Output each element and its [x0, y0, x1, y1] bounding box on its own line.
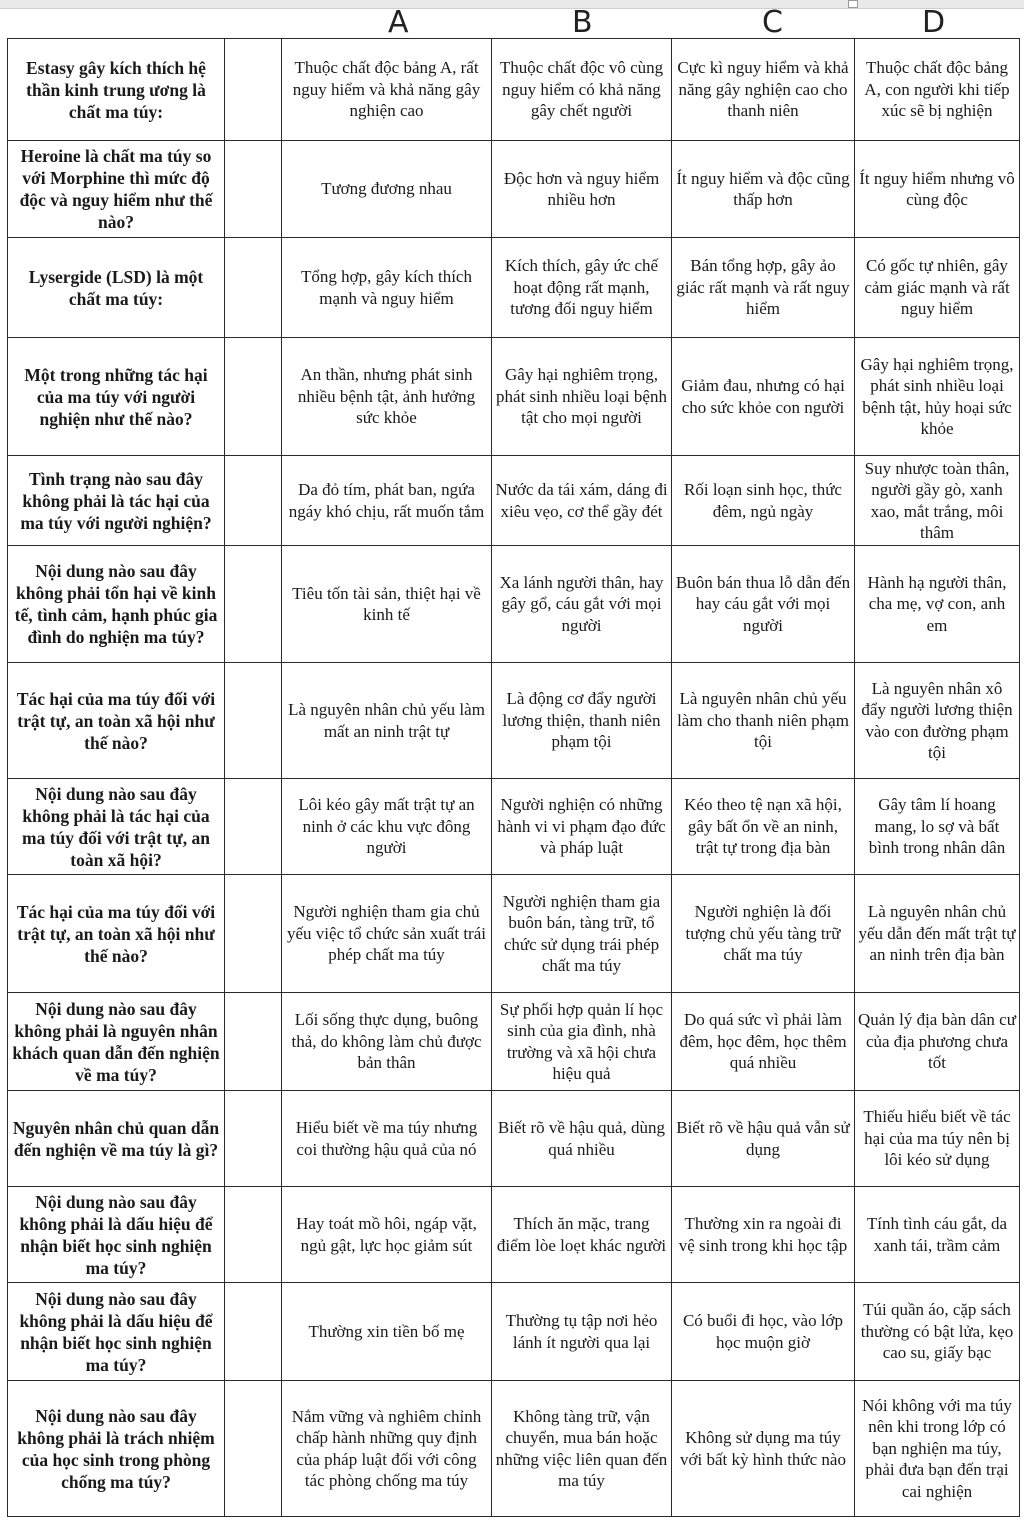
option-a-cell: An thần, nhưng phát sinh nhiều bệnh tật, ảnh hưởng sức khỏe — [282, 338, 492, 456]
table-row — [8, 238, 1020, 338]
option-d-cell: Suy nhược toàn thân, người gầy gò, xanh xao, mắt trắng, môi thâm — [855, 456, 1020, 546]
question-cell: Heroine là chất ma túy so với Morphine thì mức độ độc và nguy hiểm như thế nào? — [8, 141, 225, 238]
question-cell: Một trong những tác hại của ma túy với người nghiện như thế nào? — [8, 338, 225, 456]
table-row — [8, 779, 1020, 875]
option-d-cell: Nói không với ma túy nên khi trong lớp có bạn nghiện ma túy, phải đưa bạn đến trại cai nghiện — [855, 1381, 1020, 1517]
option-a-cell: Tổng hợp, gây kích thích mạnh và nguy hiểm — [282, 238, 492, 338]
question-cell: Nội dung nào sau đây không phải tổn hại về kinh tế, tình cảm, hạnh phúc gia đình do nghiện ma túy? — [8, 546, 225, 663]
column-label-a: A — [388, 5, 409, 40]
option-a-cell: Nắm vững và nghiêm chỉnh chấp hành những quy định của pháp luật đối với công tác phòng chống ma túy — [282, 1381, 492, 1517]
quiz-table — [7, 38, 1020, 1517]
option-a-cell: Lôi kéo gây mất trật tự an ninh ở các khu vực đông người — [282, 779, 492, 875]
blank-cell — [225, 338, 282, 456]
option-b-cell: Nước da tái xám, dáng đi xiêu vẹo, cơ thể gầy đét — [492, 456, 672, 546]
option-b-cell: Sự phối hợp quản lí học sinh của gia đình, nhà trường và xã hội chưa hiệu quả — [492, 993, 672, 1091]
question-cell: Nội dung nào sau đây không phải là dấu hiệu để nhận biết học sinh nghiện ma túy? — [8, 1187, 225, 1283]
option-b-cell: Xa lánh người thân, hay gây gổ, cáu gắt với mọi người — [492, 546, 672, 663]
option-c-cell: Có buổi đi học, vào lớp học muộn giờ — [672, 1283, 855, 1381]
option-c-cell: Buôn bán thua lỗ dẫn đến hay cáu gắt với mọi người — [672, 546, 855, 663]
option-d-cell: Thuộc chất độc bảng A, con người khi tiếp xúc sẽ bị nghiện — [855, 39, 1020, 141]
option-c-cell: Bán tổng hợp, gây ảo giác rất mạnh và rất nguy hiểm — [672, 238, 855, 338]
option-b-cell: Người nghiện tham gia buôn bán, tàng trữ, tổ chức sử dụng trái phép chất ma túy — [492, 875, 672, 993]
option-c-cell: Kéo theo tệ nạn xã hội, gây bất ổn về an ninh, trật tự trong địa bàn — [672, 779, 855, 875]
blank-cell — [225, 875, 282, 993]
option-b-cell: Người nghiện có những hành vi vi phạm đạo đức và pháp luật — [492, 779, 672, 875]
option-b-cell: Kích thích, gây ức chế hoạt động rất mạnh, tương đối nguy hiểm — [492, 238, 672, 338]
option-c-cell: Cực kì nguy hiểm và khả năng gây nghiện cao cho thanh niên — [672, 39, 855, 141]
blank-cell — [225, 1187, 282, 1283]
question-cell: Nội dung nào sau đây không phải là nguyên nhân khách quan dẫn đến nghiện về ma túy? — [8, 993, 225, 1091]
blank-cell — [225, 663, 282, 779]
option-c-cell: Người nghiện là đối tượng chủ yếu tàng trữ chất ma túy — [672, 875, 855, 993]
option-c-cell: Do quá sức vì phải làm đêm, học đêm, học thêm quá nhiều — [672, 993, 855, 1091]
option-a-cell: Thường xin tiền bố mẹ — [282, 1283, 492, 1381]
table-row — [8, 1381, 1020, 1517]
blank-cell — [225, 1091, 282, 1187]
table-row — [8, 456, 1020, 546]
option-c-cell: Là nguyên nhân chủ yếu làm cho thanh niên phạm tội — [672, 663, 855, 779]
table-row — [8, 546, 1020, 663]
option-b-cell: Là động cơ đẩy người lương thiện, thanh niên phạm tội — [492, 663, 672, 779]
option-b-cell: Thường tụ tập nơi hẻo lánh ít người qua lại — [492, 1283, 672, 1381]
table-row — [8, 39, 1020, 141]
option-d-cell: Gây hại nghiêm trọng, phát sinh nhiều loại bệnh tật, hủy hoại sức khỏe — [855, 338, 1020, 456]
question-cell: Lysergide (LSD) là một chất ma túy: — [8, 238, 225, 338]
option-a-cell: Da đỏ tím, phát ban, ngứa ngáy khó chịu, rất muốn tắm — [282, 456, 492, 546]
option-a-cell: Hay toát mồ hôi, ngáp vặt, ngủ gật, lực học giảm sút — [282, 1187, 492, 1283]
option-b-cell: Thích ăn mặc, trang điểm lòe loẹt khác người — [492, 1187, 672, 1283]
option-a-cell: Thuộc chất độc bảng A, rất nguy hiểm và khả năng gây nghiện cao — [282, 39, 492, 141]
blank-cell — [225, 238, 282, 338]
option-d-cell: Tính tình cáu gắt, da xanh tái, trầm cảm — [855, 1187, 1020, 1283]
option-b-cell: Gây hại nghiêm trọng, phát sinh nhiều loại bệnh tật cho mọi người — [492, 338, 672, 456]
option-b-cell: Thuộc chất độc vô cùng nguy hiểm có khả năng gây chết người — [492, 39, 672, 141]
option-c-cell: Rối loạn sinh học, thức đêm, ngủ ngày — [672, 456, 855, 546]
option-a-cell: Là nguyên nhân chủ yếu làm mất an ninh trật tự — [282, 663, 492, 779]
option-d-cell: Là nguyên nhân xô đẩy người lương thiện vào con đường phạm tội — [855, 663, 1020, 779]
option-c-cell: Không sử dụng ma túy với bất kỳ hình thức nào — [672, 1381, 855, 1517]
blank-cell — [225, 779, 282, 875]
table-row — [8, 1187, 1020, 1283]
table-row — [8, 663, 1020, 779]
blank-cell — [225, 456, 282, 546]
option-b-cell: Biết rõ về hậu quả, dùng quá nhiều — [492, 1091, 672, 1187]
question-cell: Estasy gây kích thích hệ thần kinh trung ương là chất ma túy: — [8, 39, 225, 141]
table-row — [8, 1283, 1020, 1381]
question-cell: Nguyên nhân chủ quan dẫn đến nghiện về ma túy là gì? — [8, 1091, 225, 1187]
question-cell: Nội dung nào sau đây không phải là tác hại của ma túy đối với trật tự, an toàn xã hội? — [8, 779, 225, 875]
option-b-cell: Độc hơn và nguy hiểm nhiều hơn — [492, 141, 672, 238]
question-cell: Tác hại của ma túy đối với trật tự, an toàn xã hội như thế nào? — [8, 875, 225, 993]
option-a-cell: Lối sống thực dụng, buông thả, do không làm chủ được bản thân — [282, 993, 492, 1091]
table-row — [8, 875, 1020, 993]
table-row — [8, 338, 1020, 456]
table-row — [8, 993, 1020, 1091]
table-row — [8, 1091, 1020, 1187]
option-a-cell: Tương đương nhau — [282, 141, 492, 238]
blank-cell — [225, 39, 282, 141]
question-cell: Nội dung nào sau đây không phải là dấu hiệu để nhận biết học sinh nghiện ma túy? — [8, 1283, 225, 1381]
column-label-c: C — [762, 5, 783, 40]
option-d-cell: Hành hạ người thân, cha mẹ, vợ con, anh em — [855, 546, 1020, 663]
blank-cell — [225, 1283, 282, 1381]
option-c-cell: Giảm đau, nhưng có hại cho sức khỏe con người — [672, 338, 855, 456]
option-a-cell: Hiểu biết về ma túy nhưng coi thường hậu quả của nó — [282, 1091, 492, 1187]
option-d-cell: Thiếu hiểu biết về tác hại của ma túy nên bị lôi kéo sử dụng — [855, 1091, 1020, 1187]
question-cell: Tình trạng nào sau đây không phải là tác hại của ma túy với người nghiện? — [8, 456, 225, 546]
blank-cell — [225, 141, 282, 238]
option-c-cell: Biết rõ về hậu quả vẫn sử dụng — [672, 1091, 855, 1187]
blank-cell — [225, 546, 282, 663]
option-d-cell: Gây tâm lí hoang mang, lo sợ và bất bình trong nhân dân — [855, 779, 1020, 875]
option-a-cell: Tiêu tốn tài sản, thiệt hại về kinh tế — [282, 546, 492, 663]
option-d-cell: Ít nguy hiểm nhưng vô cùng độc — [855, 141, 1020, 238]
option-b-cell: Không tàng trữ, vận chuyển, mua bán hoặc những việc liên quan đến ma túy — [492, 1381, 672, 1517]
column-label-b: B — [572, 5, 593, 40]
option-a-cell: Người nghiện tham gia chủ yếu việc tổ chức sản xuất trái phép chất ma túy — [282, 875, 492, 993]
option-c-cell: Ít nguy hiểm và độc cũng thấp hơn — [672, 141, 855, 238]
handwritten-column-labels — [0, 6, 1024, 40]
question-cell: Nội dung nào sau đây không phải là trách nhiệm của học sinh trong phòng chống ma túy? — [8, 1381, 225, 1517]
option-d-cell: Quản lý địa bàn dân cư của địa phương chưa tốt — [855, 993, 1020, 1091]
question-cell: Tác hại của ma túy đối với trật tự, an toàn xã hội như thế nào? — [8, 663, 225, 779]
blank-cell — [225, 1381, 282, 1517]
option-d-cell: Có gốc tự nhiên, gây cảm giác mạnh và rất nguy hiểm — [855, 238, 1020, 338]
blank-cell — [225, 993, 282, 1091]
option-d-cell: Túi quần áo, cặp sách thường có bật lửa, kẹo cao su, giấy bạc — [855, 1283, 1020, 1381]
option-d-cell: Là nguyên nhân chủ yếu dẫn đến mất trật tự an ninh trên địa bàn — [855, 875, 1020, 993]
column-label-d: D — [922, 5, 946, 40]
table-row — [8, 141, 1020, 238]
option-c-cell: Thường xin ra ngoài đi vệ sinh trong khi học tập — [672, 1187, 855, 1283]
